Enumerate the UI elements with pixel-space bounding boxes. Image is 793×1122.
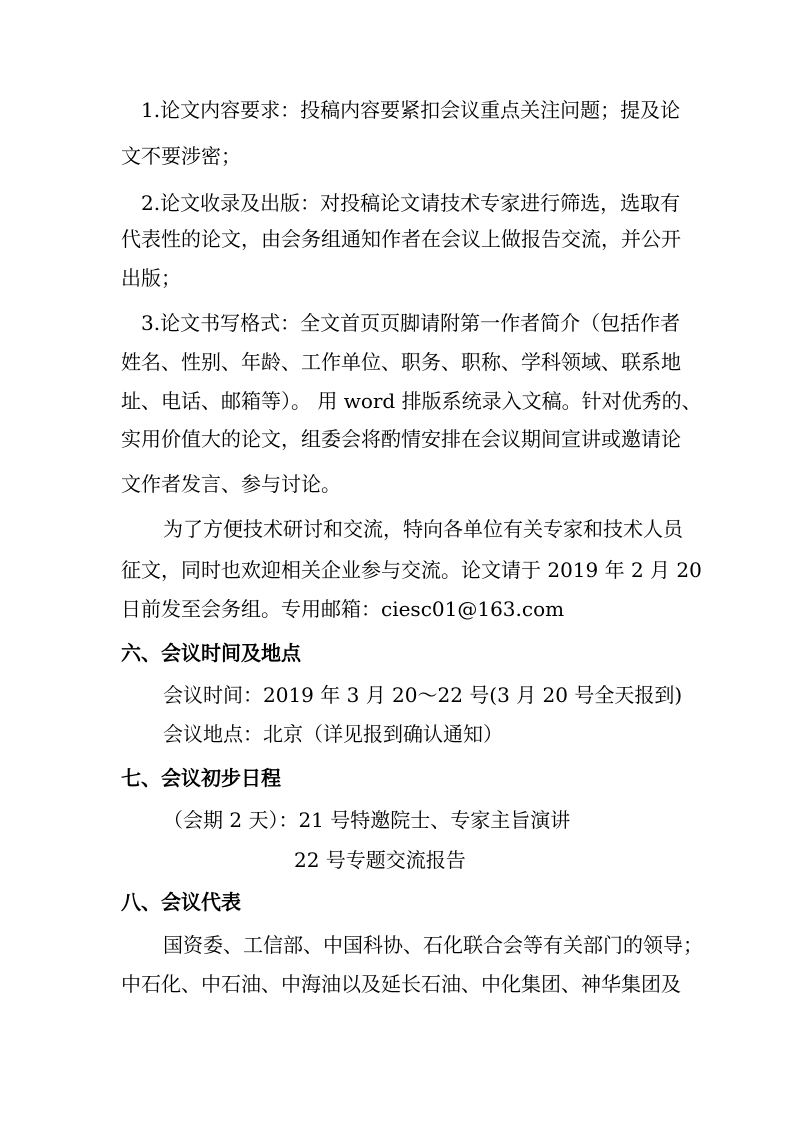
meeting-place: 会议地点：北京（详见报到确认通知） [163,722,503,746]
requirement-1-line-1: 1.论文内容要求：投稿内容要紧扣会议重点关注问题；提及论 [141,98,681,122]
call-for-papers-line-2: 征文，同时也欢迎相关企业参与交流。论文请于 2019 年 2 月 20 [121,558,702,582]
section-heading-time-place: 六、会议时间及地点 [121,641,301,665]
section-heading-delegates: 八、会议代表 [121,890,241,914]
delegates-line-1: 国资委、工信部、中国科协、石化联合会等有关部门的领导； [163,933,703,957]
requirement-3-line-1: 3.论文书写格式：全文首页页脚请附第一作者简介（包括作者 [141,311,681,335]
schedule-day-2: 22 号专题交流报告 [294,848,466,872]
requirement-2-line-2: 代表性的论文，由会务组通知作者在会议上做报告交流，并公开 [121,227,681,251]
requirement-3-line-2: 姓名、性别、年龄、工作单位、职务、职称、学科领域、联系地 [121,350,681,374]
requirement-2-line-1: 2.论文收录及出版：对投稿论文请技术专家进行筛选，选取有 [141,191,681,215]
requirement-3-line-4: 实用价值大的论文，组委会将酌情安排在会议期间宣讲或邀请论 [121,427,681,451]
requirement-3-line-5: 文作者发言、参与讨论。 [121,472,341,496]
delegates-line-2: 中石化、中石油、中海油以及延长石油、中化集团、神华集团及 [121,972,681,996]
requirement-1-line-2: 文不要涉密； [121,144,241,168]
section-heading-schedule: 七、会议初步日程 [121,766,281,790]
requirement-2-line-3: 出版； [121,266,181,290]
requirement-3-line-3: 址、电话、邮箱等）。 用 word 排版系统录入文稿。针对优秀的、 [121,389,702,413]
meeting-time: 会议时间：2019 年 3 月 20～22 号(3 月 20 号全天报到) [163,683,683,707]
schedule-day-1: （会期 2 天）：21 号特邀院士、专家主旨演讲 [163,808,571,832]
call-for-papers-line-3: 日前发至会务组。专用邮箱：ciesc01@163.com [121,597,565,621]
call-for-papers-line-1: 为了方便技术研讨和交流，特向各单位有关专家和技术人员 [163,517,683,541]
